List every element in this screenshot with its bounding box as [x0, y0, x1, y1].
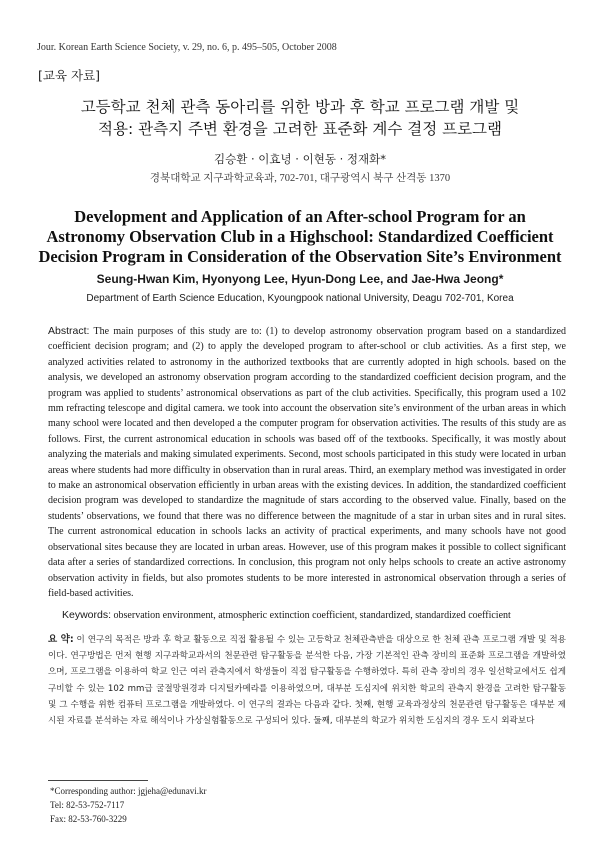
korean-title-line-2: 적용: 관측지 주변 환경을 고려한 표준화 계수 결정 프로그램 [98, 120, 502, 138]
article-category: [교육 자료] [38, 68, 101, 83]
korean-abstract-label: 요 약: [48, 634, 74, 645]
keywords-label: Keywords: [62, 609, 112, 621]
english-authors: Seung-Hwan Kim, Hyonyong Lee, Hyun-Dong Lee, and Jae-Hwa Jeong* [96, 272, 504, 286]
english-title-line-2: Astronomy Observation Club in a Highschool: Standardized Coefficient [46, 227, 554, 246]
korean-authors: 김승환 · 이효녕 · 이현동 · 정재화* [214, 152, 386, 166]
english-title-line-1: Development and Application of an After-school Program for an [74, 207, 526, 226]
journal-citation: Jour. Korean Earth Science Society, v. 29, no. 6, p. 495–505, October 2008 [37, 42, 337, 53]
fax-number: Fax: 82-53-760-3229 [50, 814, 127, 824]
korean-affiliation: 경북대학교 지구과학교육과, 702-701, 대구광역시 북구 산격동 1370 [149, 173, 451, 184]
english-affiliation: Department of Earth Science Education, Kyoungpook national University, Deagu 702-701, Korea [86, 293, 514, 304]
telephone-number: Tel: 82-53-752-7117 [50, 800, 125, 810]
corresponding-author-email: *Corresponding author: jgjeha@edunavi.kr [50, 786, 207, 796]
abstract-text: The main purposes of this study are to: (1) to develop astronomy observation program based on a standardized coefficient decision program; and (2) to apply the developed program to after-school or club activities. As a first step, we analyzed activities related to astronomy in the authorized textbooks that are currently adopted in high schools. based on the analysis, we developed an astronomy observation program according to the standardized coefficient decision program, and the program was applied to students’ astronomical observations as part of the club activities. Specifically, this program used a 102 mm refracting telescope and digital camera. we took into account the observation site’s environment of the urban areas in which many school were located and then developed a the computer program for observation activities. The results of this study are as follows. First, the current astronomical education in schools was based off of the textbooks. Specifically, it was mostly about analyzing the materials and making simulated experiments. Second, most schools participated in this study were located in urban areas where students had more difficulty in observation than in rural areas. Third, an exemplary method was investigated in order to make an astronomical observation efficiently in urban areas with the existing devices. In addition, the standardized coefficient decision program was developed to standardize the magnitude of stars according to the observed value. Finally, based on the students’ observations, we found that there was no difference between the magnitude of a star in urban sites and in rural sites. The current astronomical education in schools lacks an activity of practical experiments, and many schools have not good observational sites because they are located in urban areas. However, use of this program makes it possible to collect significant data after a series of standardized corrections. In conclusion, this program not only helps schools to create an active astronomy observation activity in fields, but also promotes students to be more interested in astronomical observation through a series of field-based activities. [48, 326, 566, 599]
korean-title-line-1: 고등학교 천체 관측 동아리를 위한 방과 후 학교 프로그램 개발 및 [80, 98, 520, 116]
keywords [62, 608, 572, 623]
korean-abstract-text: 이 연구의 목적은 방과 후 학교 활동으로 직접 활용될 수 있는 고등학교 천체관측반을 대상으로 한 천체 관측 프로그램 개발 및 적용이다. 연구방법은 먼저 현행 지구과학교과서의 천문관련 탐구활동을 분석한 다음, 가장 기본적인 관측 장비의 표준화 프로그램을 개발하였으며, 프로그램을 이용하여 학교 인근 여러 관측지에서 학생들이 직접 탐구활동을 수행하였다. 특히 관측 장비의 경우 일선학교에서도 쉽게 구비할 수 있는 102 mm급 굴절망원경과 디지털카메라를 이용하였으며, 대부분 도심지에 위치한 학교의 관측지 환경을 고려한 탐구활동 및 그 수행을 위한 컴퓨터 프로그램을 개발하였다. 이 연구의 결과는 다음과 같다. 첫째, 현행 교육과정상의 천문관련 탐구활동은 대부분 제시된 자료를 분석하는 자료 해석이나 가상실험활동으로 구성되어 있다. 둘째, 대부분의 학교가 위치한 도심지의 경우 도시 외곽보다 [48, 635, 566, 727]
abstract [48, 324, 566, 601]
abstract-label: Abstract: [48, 325, 90, 337]
korean-abstract [48, 632, 566, 729]
english-title-line-3: Decision Program in Consideration of the Observation Site’s Environment [38, 247, 562, 266]
footnote-divider [48, 780, 148, 781]
keywords-text: observation environment, atmospheric extinction coefficient, standardized, standardized coefficient [113, 610, 511, 621]
